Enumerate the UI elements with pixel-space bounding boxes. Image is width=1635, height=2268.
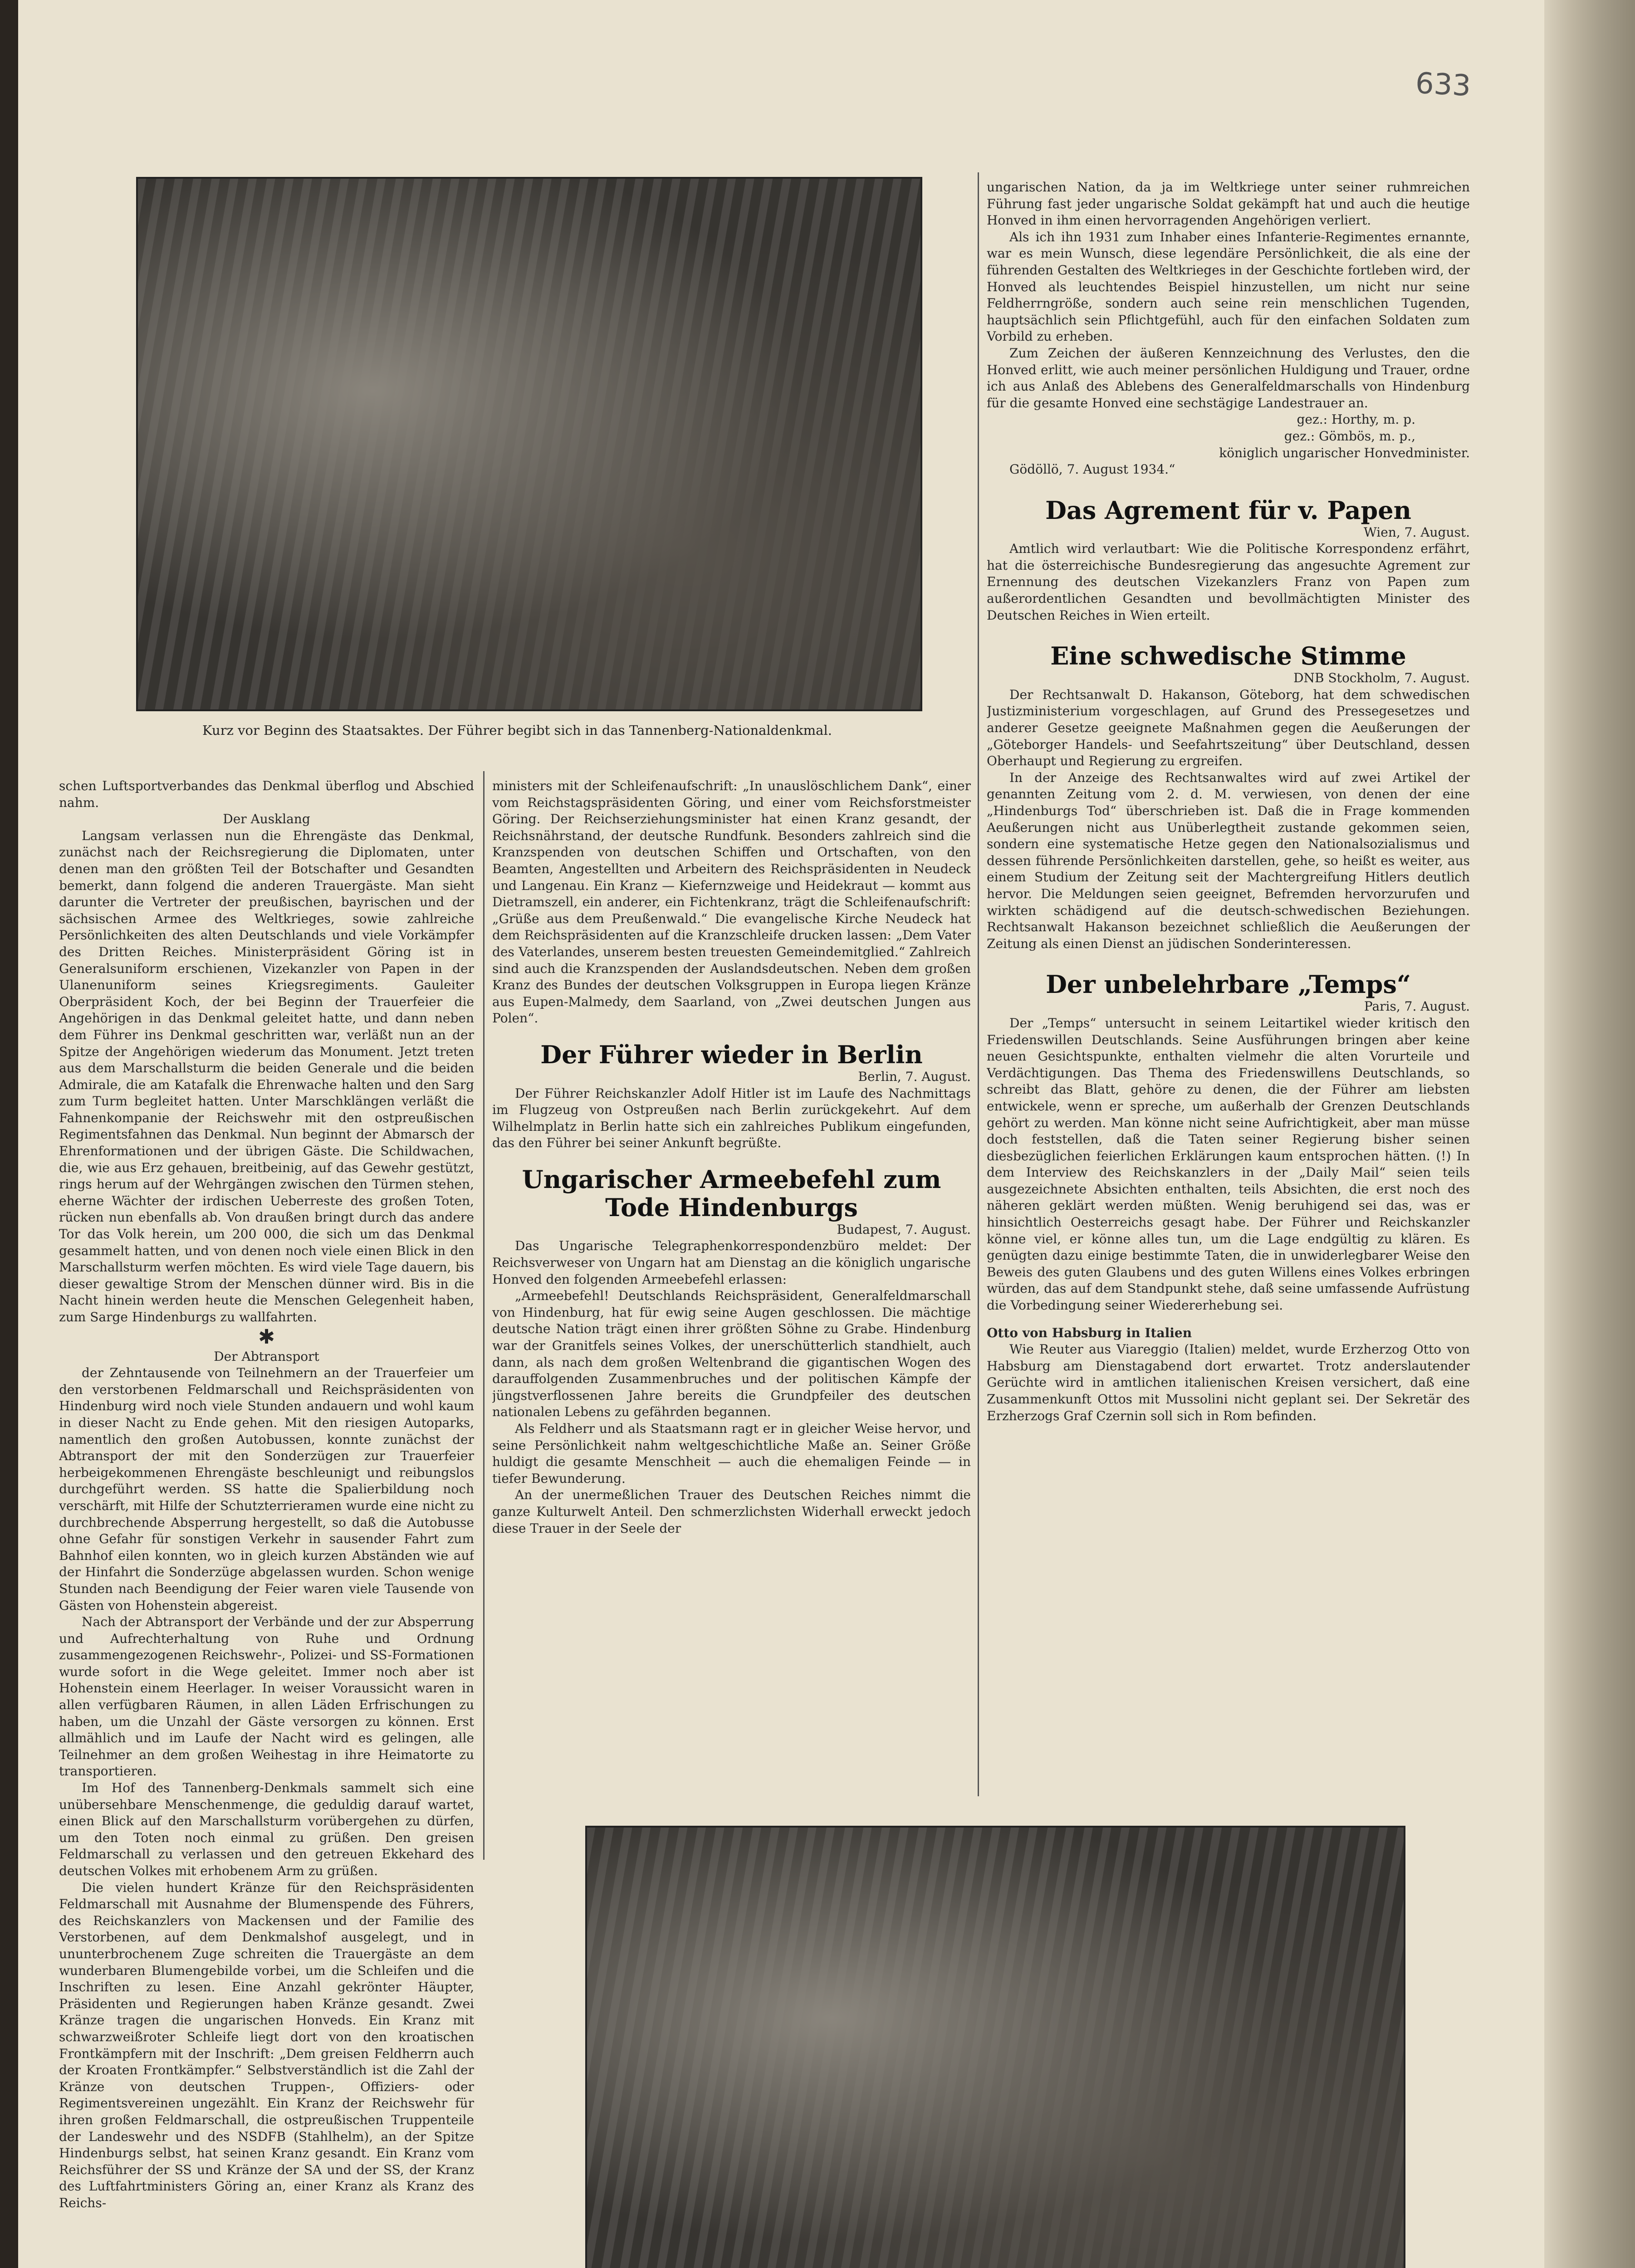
paragraph-armee-1: Das Ungarische Telegraphenkorrespondenzbüro meldet: Der Reichsverweser von Ungarn hat am Dienstag an die königlich ungarische Honved den folgenden Armeebefehl erlassen: [492,1238,971,1287]
paragraph-armee-4: An der unermeßlichen Trauer des Deutschen Reiches nimmt die ganze Kulturwelt Anteil. Den schmerzlichsten Widerhall erweckt jedoch diese Trauer in der Seele der [492,1487,971,1536]
paragraph-abtransport-1: der Zehntausende von Teilnehmern an der Trauerfeier um den verstorbenen Feldmarschall und Reichspräsidenten von Hindenburg wird noch viele Stunden andauern und wohl kaum in dieser Nacht zu Ende gehen. Mit den riesigen Autoparks, namentlich den großen Autobussen, konnte zunächst der Abtransport der mit den Sonderzügen zur Trauerfeier herbeigekommenen Ehrengäste beschleunigt und reibungslos durchgeführt werden. SS hatte die Spalierbildung noch verschärft, mit Hilfe der Schutzterrieramen wurde eine nicht zu durchbrechende Absperrung hergestellt, so daß die Autobusse ohne Gefahr für sonstigen Verkehr in sausender Fahrt zum Bahnhof eilen konnten, wo in gleich kurzen Abständen wie auf der Hinfahrt die Sonderzüge abgelassen wurden. Schon wenige Stunden nach Beendigung der Feier waren viele Tausende von Gästen von Hohenstein abgereist. [59,1365,474,1613]
signature-goemboes: gez.: Gömbös, m. p., [1284,428,1415,444]
subhead-otto-habsburg: Otto von Habsburg in Italien [987,1325,1192,1340]
headline-agrement: Das Agrement für v. Papen [1045,495,1411,525]
paragraph-armee-5: Als ich ihn 1931 zum Inhaber eines Infanterie-Regimentes ernannte, war es mein Wunsch, diese legendäre Persönlichkeit, die als eine der führenden Gestalten des Weltkrieges in der Geschichte fortleben wird, der Honved als leuchtendes Beispiel hinzustellen, um nicht nur seine Feldherrngröße, sondern auch seine rein menschlichen Tugenden, hauptsächlich sein Pflichtgefühl, auch für den einfachen Soldaten zum Vorbild zu erheben. [987,229,1470,344]
book-page-edge [1544,0,1635,2268]
headline-schwedische-stimme: Eine schwedische Stimme [1050,641,1406,671]
asterism-icon: ✱ [258,1325,275,1349]
headline-fuehrer-berlin: Der Führer wieder in Berlin [540,1040,923,1069]
column-rule [978,172,979,1796]
subhead-ausklang: Der Ausklang [223,811,310,827]
column-middle [492,778,971,1848]
paragraph-kraenze: ministers mit der Schleifenaufschrift: „In unauslöschlichem Dank“, einer vom Reichstagspräsidenten Göring, und einer vom Reichsforstmeister Göring. Der Reichserziehungsminister hat einen Kranz gesandt, der Reichsnährstand, der deutsche Rundfunk. Besonders zahlreich sind die Kranzspenden von deutschen Schiffen und Ortschaften, von den Beamten, Angestellten und Arbeitern des Reichspräsidenten in Neudeck und Langenau. Ein Kranz — Kiefernzweige und Heidekraut — kommt aus Dietramszell, ein anderer, ein Fichtenkranz, trägt die Schleifenaufschrift: „Grüße aus dem Preußenwald.“ Die evangelische Kirche Neudeck hat dem Reichspräsidenten auf die Kranzschleife drucken lassen: „Dem Vater des Vaterlandes, unserem besten treuesten Gemeindemitglied.“ Zahlreich sind auch die Kranzspenden der Auslandsdeutschen. Neben dem großen Kranz des Bundes der deutschen Volksgruppen in Europa liegen Kränze aus Eupen-Malmedy, dem Saarland, von „Zwei deutschen Jungen aus Polen“. [492,778,971,1026]
signature-place-date: Gödöllö, 7. August 1934.“ [1009,462,1175,477]
headline-temps: Der unbelehrbare „Temps“ [1046,970,1411,999]
newspaper-page [18,0,1544,2268]
paragraph-fuehrer: Der Führer Reichskanzler Adolf Hitler ist im Laufe des Nachmittags im Flugzeug von Ostpreußen nach Berlin zurückgekehrt. Auf dem Wilhelmplatz in Berlin hatte sich ein zahlreiches Publikum eingefunden, das den Führer bei seiner Ankunft begrüßte. [492,1085,971,1151]
paragraph-abtransport-2: Nach der Abtransport der Verbände und der zur Absperrung und Aufrechterhaltung von Ruhe und Ordnung zusammengezogenen Reichswehr-, Polizei- und SS-Formationen wurde sofort in die Wege geleitet. Immer noch aber ist Hohenstein einem Heerlager. In weiser Voraussicht waren in allen verfügbaren Räumen, in allen Läden Erfrischungen zu haben, um die Unzahl der Gäste versorgen zu können. Erst allmählich und im Laufe der Nacht wird es gelingen, alle Teilnehmer an dem großen Weihestag in ihre Heimatorte zu transportieren. [59,1614,474,1779]
paragraph-armee-3: Als Feldherr und als Staatsmann ragt er in gleicher Weise hervor, und seine Persönlichkeit nahm weltgeschichtliche Maße an. Seiner Größe huldigt die gesamte Menschheit — auch die ehemaligen Feinde — in tiefer Bewunderung. [492,1421,971,1486]
column-right [987,179,1470,1792]
dateline-budapest: Budapest, 7. August. [837,1222,971,1237]
photo-funeral-procession [585,1826,1405,2268]
signature-title: königlich ungarischer Honvedminister. [1219,445,1470,460]
paragraph-schwed-2: In der Anzeige des Rechtsanwaltes wird auf zwei Artikel der genannten Zeitung vom 2. d. M. verwiesen, von denen der eine „Hindenburgs Tod“ überschrieben ist. Daß die in Frage kommenden Aeußerungen nicht aus Unüberlegtheit zustande gekommen seien, sondern eine systematische Hetze gegen den Nationalsozialismus und dessen führende Persönlichkeiten darstellen, gehe, so heißt es weiter, aus einem Studium der Zeitung seit der Machtergreifung Hitlers deutlich hervor. Die Meldungen seien geeignet, Befremden hervorzurufen und wirkten schädigend auf die deutsch-schwedischen Beziehungen. Rechtsanwalt Hakanson bezeichnet schließlich die Aeußerungen der Zeitung als einen Dienst an jüdischen Sonderinteressen. [987,770,1470,951]
photo-honor-guard [136,177,922,711]
paragraph-agrement: Amtlich wird verlautbart: Wie die Politische Korrespondenz erfährt, hat die österreichische Bundesregierung das angesuchte Agrement zur Ernennung des deutschen Vizekanzlers Franz von Papen zum außerordentlichen Gesandten und bevollmächtigten Minister des Deutschen Reiches in Wien erteilt. [987,541,1470,623]
page-number: 633 [1415,66,1472,103]
paragraph-abtransport-3: Im Hof des Tannenberg-Denkmals sammelt sich eine unübersehbare Menschenmenge, die geduldig darauf wartet, einen Blick auf den Marschallsturm vorübergehen zu dürfen, um den Toten noch einmal zu grüßen. Den greisen Feldmarschall zu verlassen und den getreuen Ekkehard des deutschen Volkes mit erhobenem Arm zu grüßen. [59,1780,474,1878]
signature-horthy: gez.: Horthy, m. p. [1297,412,1415,427]
subhead-abtransport: Der Abtransport [214,1349,319,1364]
dateline-stockholm: DNB Stockholm, 7. August. [1293,670,1470,686]
paragraph-armee-cont: ungarischen Nation, da ja im Weltkriege unter seiner ruhmreichen Führung fast jeder ungarische Soldat gekämpft hat und auch die heutige Honved in ihm einen hervorragenden Angehörigen verliert. [987,180,1470,228]
column-left [59,778,474,2268]
headline-armeebefehl: Ungarischer Armeebefehl zum Tode Hindenburgs [522,1164,941,1222]
paragraph-otto: Wie Reuter aus Viareggio (Italien) meldet, wurde Erzherzog Otto von Habsburg am Dienstagabend dort erwartet. Trotz anderslautender Gerüchte wird in amtlichen italienischen Kreisen versichert, daß eine Zusammenkunft Ottos mit Mussolini nicht geplant sei. Der Sekretär des Erzherzogs Graf Czernin soll sich in Rom befinden. [987,1342,1470,1423]
paragraph-temps: Der „Temps“ untersucht in seinem Leitartikel wieder kritisch den Friedenswillen Deutschlands. Seine Ausführungen bringen aber keine neuen Gesichtspunkte, enthalten vielmehr die alten Vorurteile und Verdächtigungen. Das Thema des Friedenswillens Deutschlands, so schreibt das Blatt, gehöre zu denen, die der Führer am liebsten entwickele, wenn er spreche, um außerhalb der Grenzen Deutschlands gehört zu werden. Man könne nicht seine Aufrichtigkeit, aber man müsse doch feststellen, daß die Taten seiner Regierung bisher seinen diesbezüglichen feierlichen Erklärungen kaum entsprochen hätten. (!) In dem Interview des Reichskanzlers in der „Daily Mail“ seien teils ausgezeichnete Absichten enthalten, teils Absichten, die erst noch des näheren geklärt werden müßten. Wenig beruhigend sei das, was er hinsichtlich Oesterreichs gesagt habe. Der Führer und Reichskanzler könne viel, er könne alles tun, um die Lage endgültig zu klären. Es genügten dazu einige bestimmte Taten, die in unwiderlegbarer Weise den Beweis des guten Glaubens und des guten Willens eines Volkes erbringen würden, das auf dem Standpunkt stehe, daß seine umfassende Aufrüstung die Vorbedingung seiner Wiedererhebung sei. [987,1015,1470,1313]
column-rule [483,771,485,1860]
dateline-wien: Wien, 7. August. [1364,524,1470,540]
photo-honor-guard-caption: Kurz vor Beginn des Staatsaktes. Der Führer begibt sich in das Tannenberg-Nationaldenkmal. [202,723,832,738]
dateline-berlin: Berlin, 7. August. [858,1069,971,1084]
intro-text: schen Luftsportverbandes das Denkmal überflog und Abschied nahm. [59,778,474,810]
book-spine [0,0,18,2268]
paragraph-armee-2: „Armeebefehl! Deutschlands Reichspräsident, Generalfeldmarschall von Hindenburg, hat für ewig seine Augen geschlossen. Die mächtige deutsche Nation trägt einen ihrer größten Söhne zu Grabe. Hindenburg war der Granitfels seines Volkes, der unerschütterlich standhielt, auch dann, als nach dem großen Weltenbrand die gigantischen Wogen des darauffolgenden Zusammenbruches und der politischen Kämpfe der jüngstverflossenen Jahre bereits die Grundpfeiler des deutschen nationalen Lebens zu gefährden begannen. [492,1288,971,1420]
paragraph-abtransport-4: Die vielen hundert Kränze für den Reichspräsidenten Feldmarschall mit Ausnahme der Blumenspende des Führers, des Reichskanzlers von Mackensen und der Familie des Verstorbenen, auf dem Denkmalshof ausgelegt, und in ununterbrochenem Zuge schreiten die Trauergäste an dem wunderbaren Blumengebilde vorbei, um die Schleifen und die Inschriften zu lesen. Eine Anzahl gekrönter Häupter, Präsidenten und Regierungen haben Kränze gesandt. Zwei Kränze tragen die ungarischen Honveds. Ein Kranz mit schwarzweißroter Schleife liegt dort von den kroatischen Frontkämpfern mit der Inschrift: „Dem greisen Feldherrn auch der Kroaten Frontkämpfer.“ Selbstverständlich ist die Zahl der Kränze von deutschen Truppen-, Offiziers- oder Regimentsvereinen ungezählt. Ein Kranz der Reichswehr für ihren großen Feldmarschall, die ostpreußischen Truppenteile der Landeswehr und des NSDFB (Stahlhelm), an der Spitze Hindenburgs selbst, hat seinen Kranz gesandt. Ein Kranz vom Reichsführer der SS und Kränze der SA und der SS, der Kranz des Luftfahrtministers Göring an, einer Kranz als Kranz des Reichs- [59,1880,474,2210]
paragraph-ausklang: Langsam verlassen nun die Ehrengäste das Denkmal, zunächst nach der Reichsregierung die Diplomaten, unter denen man den größten Teil der Botschafter und Gesandten bemerkt, dann folgend die anderen Trauergäste. Man sieht darunter die Vertreter der preußischen, bayrischen und der sächsischen Armee des Weltkrieges, sowie zahlreiche Persönlichkeiten des alten Deutschlands und viele Vorkämpfer des Dritten Reiches. Ministerpräsident Göring ist in Generalsuniform erschienen, Vizekanzler von Papen in der Ulanenuniform seines Kriegsregiments. Gauleiter Oberpräsident Koch, der bei Beginn der Trauerfeier die Angehörigen in das Denkmal geleitet hatte, und dann neben dem Führer ins Denkmal geschritten war, verläßt nun an der Spitze der Angehörigen wiederum das Monument. Jetzt treten aus dem Marschallsturm die beiden Generale und die beiden Admirale, die am Katafalk die Ehrenwache halten und den Sarg zum Turm begleitet hatten. Unter Marschklängen verläßt die Fahnenkompanie der Reichswehr mit den ostpreußischen Regimentsfahnen das Denkmal. Nun beginnt der Abmarsch der Ehrenformationen und der übrigen Gäste. Die Schildwachen, die, wie aus Erz gehauen, breitbeinig, auf das Gewehr gestützt, rings herum auf der Wehrgängen zwischen den Türmen stehen, eherne Wächter der irdischen Ueberreste des großen Toten, rücken nun ebenfalls ab. Von draußen bringt durch das andere Tor das Volk herein, um 200 000, die sich um das Denkmal gesammelt hatten, und von denen noch viele einen Blick in den Marschallsturm werfen möchten. Es wird viele Tage dauern, bis dieser gewaltige Strom der Menschen dünner wird. Bis in die Nacht hinein werden heute die Menschen Gelegenheit haben, zum Sarge Hindenburgs zu wallfahrten. [59,828,474,1325]
dateline-paris: Paris, 7. August. [1364,999,1470,1014]
paragraph-armee-6: Zum Zeichen der äußeren Kennzeichnung des Verlustes, den die Honved erlitt, wie auch meiner persönlichen Huldigung und Trauer, ordne ich aus Anlaß des Ablebens des Generalfeldmarschalls von Hindenburg für die gesamte Honved eine sechstägige Landestrauer an. [987,345,1470,411]
paragraph-schwed-1: Der Rechtsanwalt D. Hakanson, Göteborg, hat dem schwedischen Justizministerium vorgeschlagen, auf Grund des Pressegesetzes und anderer Gesetze geeignete Maßnahmen gegen die Aeußerungen der „Göteborger Handels- und Seefahrtszeitung“ über Deutschland, dessen Oberhaupt und Regierung zu ergreifen. [987,687,1470,769]
